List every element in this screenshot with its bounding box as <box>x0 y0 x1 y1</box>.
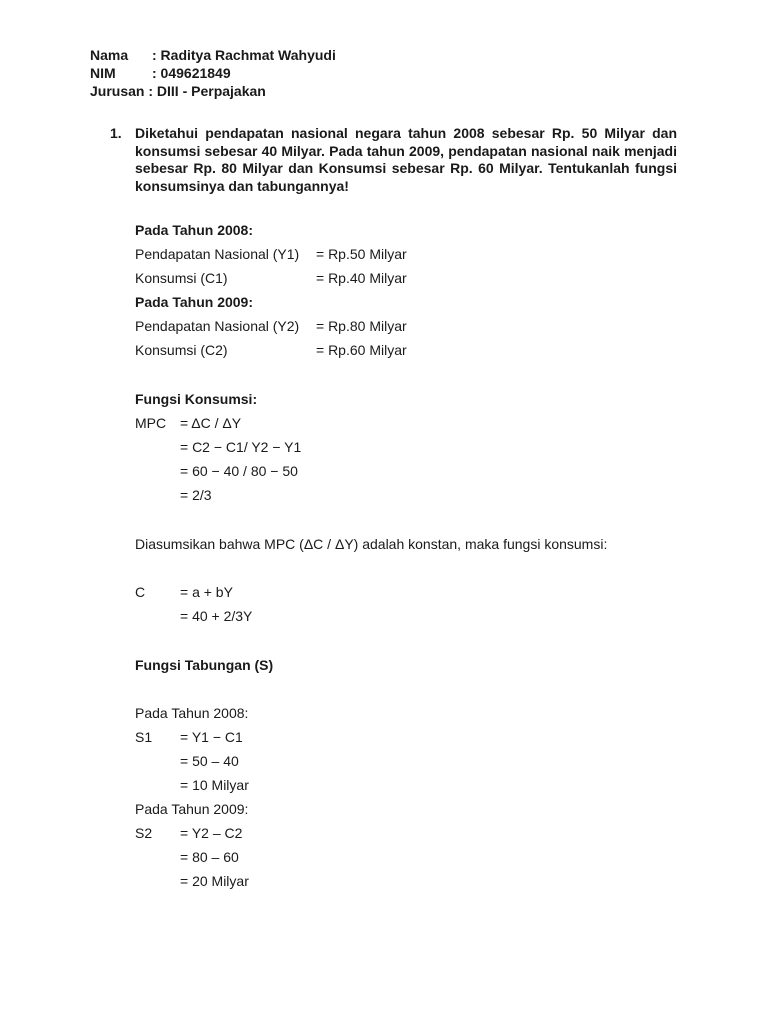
y1-label: Pendapatan Nasional (Y1) <box>135 246 300 262</box>
nama-label: Nama <box>90 47 129 63</box>
s2-step: = Y2 – C2 <box>180 825 243 841</box>
y1-value: = Rp.50 Milyar <box>316 246 407 262</box>
c1-label: Konsumsi (C1) <box>135 270 228 286</box>
s1-step: = 50 – 40 <box>180 753 239 769</box>
mpc-step: = 2/3 <box>180 487 212 503</box>
c1-value: = Rp.40 Milyar <box>316 270 407 286</box>
given-2008-heading: Pada Tahun 2008: <box>135 222 254 238</box>
s2-label: S2 <box>135 825 153 841</box>
header-nama <box>90 46 336 64</box>
s1-step: = Y1 − C1 <box>180 729 243 745</box>
c2-value: = Rp.60 Milyar <box>316 342 407 358</box>
tabungan-heading: Fungsi Tabungan (S) <box>135 657 274 673</box>
nim-value: : 049621849 <box>152 65 231 81</box>
assumption-text: Diasumsikan bahwa MPC (ΔC / ΔY) adalah konstan, maka fungsi konsumsi: <box>135 536 608 552</box>
header-nim <box>90 64 231 82</box>
jurusan-value: : DIII - Perpajakan <box>148 83 266 99</box>
mpc-step: = ΔC / ΔY <box>180 415 242 431</box>
jurusan-label: Jurusan <box>90 83 145 99</box>
konsumsi-heading: Fungsi Konsumsi: <box>135 391 258 407</box>
header-jurusan <box>90 82 266 100</box>
c2-label: Konsumsi (C2) <box>135 342 228 358</box>
c-step: = a + bY <box>180 584 233 600</box>
c-step: = 40 + 2/3Y <box>180 608 253 624</box>
s2-step: = 20 Milyar <box>180 873 249 889</box>
s1-step: = 10 Milyar <box>180 777 249 793</box>
tabungan-2009-heading: Pada Tahun 2009: <box>135 801 249 817</box>
y2-label: Pendapatan Nasional (Y2) <box>135 318 300 334</box>
nama-value: : Raditya Rachmat Wahyudi <box>152 47 336 63</box>
nim-label: NIM <box>90 65 116 81</box>
mpc-step: = C2 − C1/ Y2 − Y1 <box>180 439 302 455</box>
c-label: C <box>135 584 146 600</box>
given-2009-heading: Pada Tahun 2009: <box>135 294 254 310</box>
mpc-step: = 60 − 40 / 80 − 50 <box>180 463 298 479</box>
s2-step: = 80 – 60 <box>180 849 239 865</box>
s1-label: S1 <box>135 729 153 745</box>
y2-value: = Rp.80 Milyar <box>316 318 407 334</box>
mpc-label: MPC <box>135 415 167 431</box>
question-text: Diketahui pendapatan nasional negara tahun 2008 sebesar Rp. 50 Milyar dan konsumsi sebesar 40 Milyar. Pada tahun 2009, pendapatan nasional naik menjadi sebesar Rp. 80 Milyar dan Konsumsi sebesar Rp. 60 Milyar. Tentukanlah fungsi konsumsinya dan tabungannya! <box>135 125 677 194</box>
tabungan-2008-heading: Pada Tahun 2008: <box>135 705 249 721</box>
question-number: 1. <box>110 125 122 141</box>
